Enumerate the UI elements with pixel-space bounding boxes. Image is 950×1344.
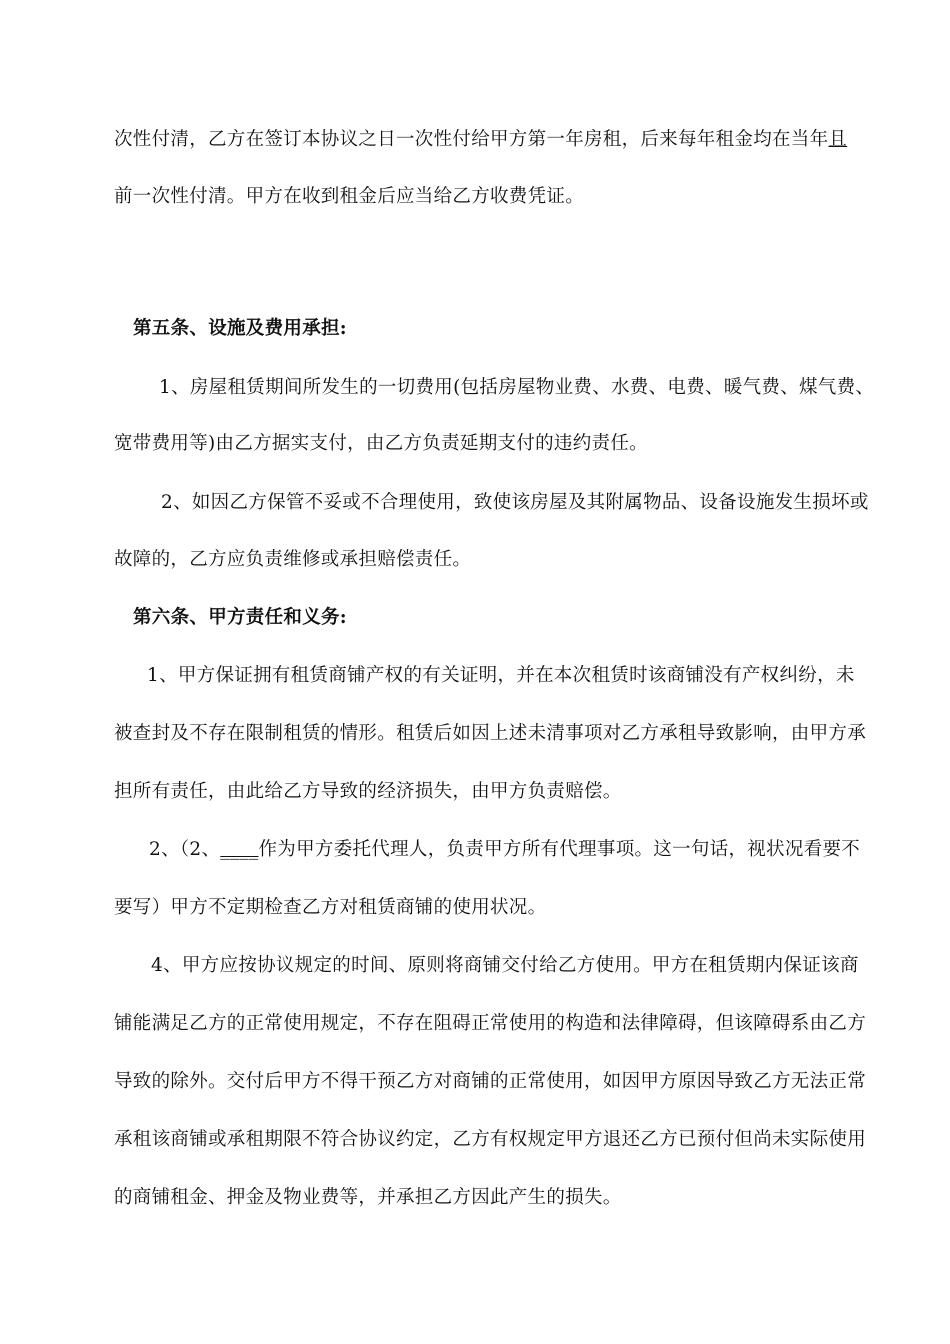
paragraph-line: 要写）甲方不定期检查乙方对租赁商铺的使用状况。 bbox=[114, 897, 547, 918]
line-text: 2、（2、 bbox=[149, 839, 221, 860]
line-text: 次性付清，乙方在签订本协议之日一次性付给甲方第一年房租，后来每年租金均在当年 bbox=[114, 129, 829, 150]
paragraph-line: 铺能满足乙方的正常使用规定，不存在阻碍正常使用的构造和法律障碍，但该障碍系由乙方 bbox=[114, 1013, 867, 1034]
paragraph-line: 4、甲方应按协议规定的时间、原则将商铺交付给乙方使用。甲方在租赁期内保证该商 bbox=[151, 955, 859, 976]
paragraph-line: 1、房屋租赁期间所发生的一切费用(包括房屋物业费、水费、电费、暖气费、煤气费、 bbox=[159, 377, 875, 398]
paragraph-line: 被查封及不存在限制租赁的情形。租赁后如因上述未清事项对乙方承租导致影响，由甲方承 bbox=[114, 723, 867, 744]
paragraph-line: 前一次性付清。甲方在收到租金后应当给乙方收费凭证。 bbox=[114, 186, 585, 207]
paragraph-line: 宽带费用等)由乙方据实支付，由乙方负责延期支付的违约责任。 bbox=[114, 433, 648, 454]
paragraph-line: 1、甲方保证拥有租赁商铺产权的有关证明，并在本次租赁时该商铺没有产权纠纷，未 bbox=[147, 665, 855, 686]
paragraph-line: 的商铺租金、押金及物业费等，并承担乙方因此产生的损失。 bbox=[114, 1187, 622, 1208]
paragraph-line: 故障的，乙方应负责维修或承担赔偿责任。 bbox=[114, 549, 472, 570]
line-text: 作为甲方委托代理人，负责甲方所有代理事项。这一句话，视状况看要不 bbox=[258, 839, 861, 860]
underlined-text: 且 bbox=[828, 129, 848, 150]
section-heading: 第五条、设施及费用承担: bbox=[133, 318, 347, 339]
paragraph-line bbox=[114, 128, 847, 152]
paragraph-line: 导致的除外。交付后甲方不得干预乙方对商铺的正常使用，如因甲方原因导致乙方无法正常 bbox=[114, 1071, 867, 1092]
section-heading: 第六条、甲方责任和义务: bbox=[133, 607, 347, 628]
paragraph-line: 承租该商铺或承租期限不符合协议约定，乙方有权规定甲方退还乙方已预付但尚未实际使用 bbox=[114, 1129, 867, 1150]
paragraph-line bbox=[149, 838, 860, 862]
underlined-blank: ____ bbox=[220, 839, 259, 860]
paragraph-line: 担所有责任，由此给乙方导致的经济损失，由甲方负责赔偿。 bbox=[114, 781, 622, 802]
paragraph-line: 2、如因乙方保管不妥或不合理使用，致使该房屋及其附属物品、设备设施发生损坏或 bbox=[161, 492, 869, 513]
